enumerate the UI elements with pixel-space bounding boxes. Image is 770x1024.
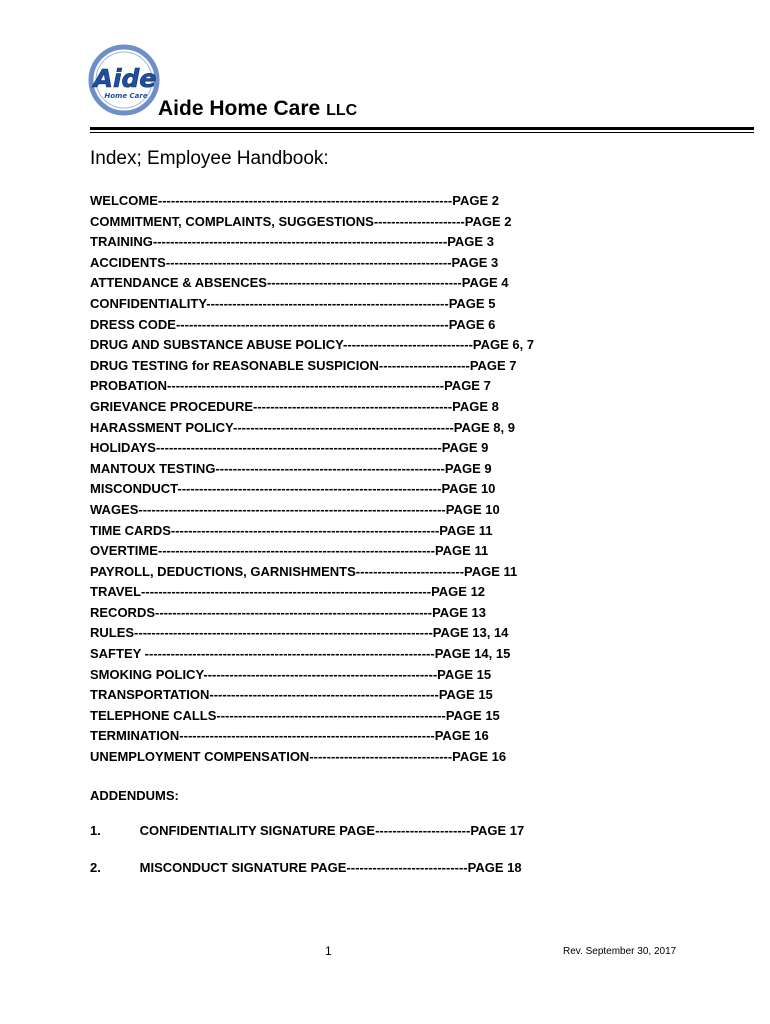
toc-entry: HARASSMENT POLICY---------------------------------------------------PAGE 8, 9 <box>90 419 515 435</box>
toc-entry: PAYROLL, DEDUCTIONS, GARNISHMENTS-------------------------PAGE 11 <box>90 563 518 579</box>
company-suffix: LLC <box>326 102 358 119</box>
toc-entry: HOLIDAYS------------------------------------------------------------------PAGE 9 <box>90 440 489 456</box>
toc-entry: ATTENDANCE & ABSENCES---------------------------------------------PAGE 4 <box>90 275 509 291</box>
toc-entry: TRANSPORTATION-----------------------------------------------------PAGE 15 <box>90 687 493 703</box>
toc-entry: WELCOME--------------------------------------------------------------------PAGE 2 <box>90 193 499 208</box>
addendum-text: CONFIDENTIALITY SIGNATURE PAGE----------------------PAGE 17 <box>139 823 525 838</box>
toc-entry: MANTOUX TESTING-----------------------------------------------------PAGE 9 <box>90 460 492 476</box>
logo-secondary-text: Home Care <box>104 92 148 100</box>
toc-entry: TIME CARDS--------------------------------------------------------------PAGE 11 <box>90 522 493 538</box>
company-name-text: Aide Home Care <box>158 97 321 120</box>
toc-entry: UNEMPLOYMENT COMPENSATION---------------------------------PAGE 16 <box>90 749 507 765</box>
company-logo <box>88 43 160 117</box>
toc-entry: TERMINATION-----------------------------------------------------------PAGE 16 <box>90 728 489 744</box>
toc-entry: CONFIDENTIALITY--------------------------------------------------------PAGE 5 <box>90 295 496 311</box>
logo-graphic <box>88 43 160 117</box>
toc-entry: SMOKING POLICY------------------------------------------------------PAGE 15 <box>90 666 492 682</box>
toc-entry: DRESS CODE---------------------------------------------------------------PAGE 6 <box>90 316 496 332</box>
toc-entry: ACCIDENTS------------------------------------------------------------------PAGE 3 <box>90 254 499 270</box>
addendum-text: MISCONDUCT SIGNATURE PAGE----------------------------PAGE 18 <box>139 860 522 875</box>
logo-primary-text: Aide <box>93 64 157 93</box>
company-name <box>158 97 357 121</box>
toc-entry: DRUG TESTING for REASONABLE SUSPICION---------------------PAGE 7 <box>90 357 517 373</box>
document-title: Index; Employee Handbook: <box>90 148 329 169</box>
addendum-item <box>90 823 524 838</box>
addendum-number: 1. <box>90 823 101 838</box>
toc-entry: PROBATION----------------------------------------------------------------PAGE 7 <box>90 378 491 394</box>
table-of-contents <box>90 192 534 769</box>
toc-entry: RULES---------------------------------------------------------------------PAGE 13, 14 <box>90 625 509 641</box>
toc-entry: TRAVEL-------------------------------------------------------------------PAGE 12 <box>90 584 486 600</box>
toc-entry: MISCONDUCT-------------------------------------------------------------PAGE 10 <box>90 481 496 497</box>
revision-date: Rev. September 30, 2017 <box>563 946 677 957</box>
page-number: 1 <box>325 944 332 958</box>
header-divider-thick <box>90 127 754 130</box>
toc-entry: OVERTIME----------------------------------------------------------------PAGE 11 <box>90 543 489 559</box>
addendum-item <box>90 860 522 875</box>
toc-entry: GRIEVANCE PROCEDURE----------------------------------------------PAGE 8 <box>90 398 499 414</box>
toc-entry: SAFTEY -------------------------------------------------------------------PAGE 14, 15 <box>90 646 511 662</box>
toc-entry: RECORDS----------------------------------------------------------------PAGE 13 <box>90 604 487 620</box>
addendums-heading: ADDENDUMS: <box>90 788 179 803</box>
toc-entry: COMMITMENT, COMPLAINTS, SUGGESTIONS---------------------PAGE 2 <box>90 213 512 229</box>
header-divider-thin <box>90 132 754 133</box>
toc-entry: TRAINING--------------------------------------------------------------------PAGE 3 <box>90 234 494 250</box>
toc-entry: WAGES-----------------------------------------------------------------------PAGE 10 <box>90 501 500 517</box>
addendum-number: 2. <box>90 860 101 875</box>
toc-entry: TELEPHONE CALLS-----------------------------------------------------PAGE 15 <box>90 707 500 723</box>
toc-entry: DRUG AND SUBSTANCE ABUSE POLICY------------------------------PAGE 6, 7 <box>90 337 535 353</box>
